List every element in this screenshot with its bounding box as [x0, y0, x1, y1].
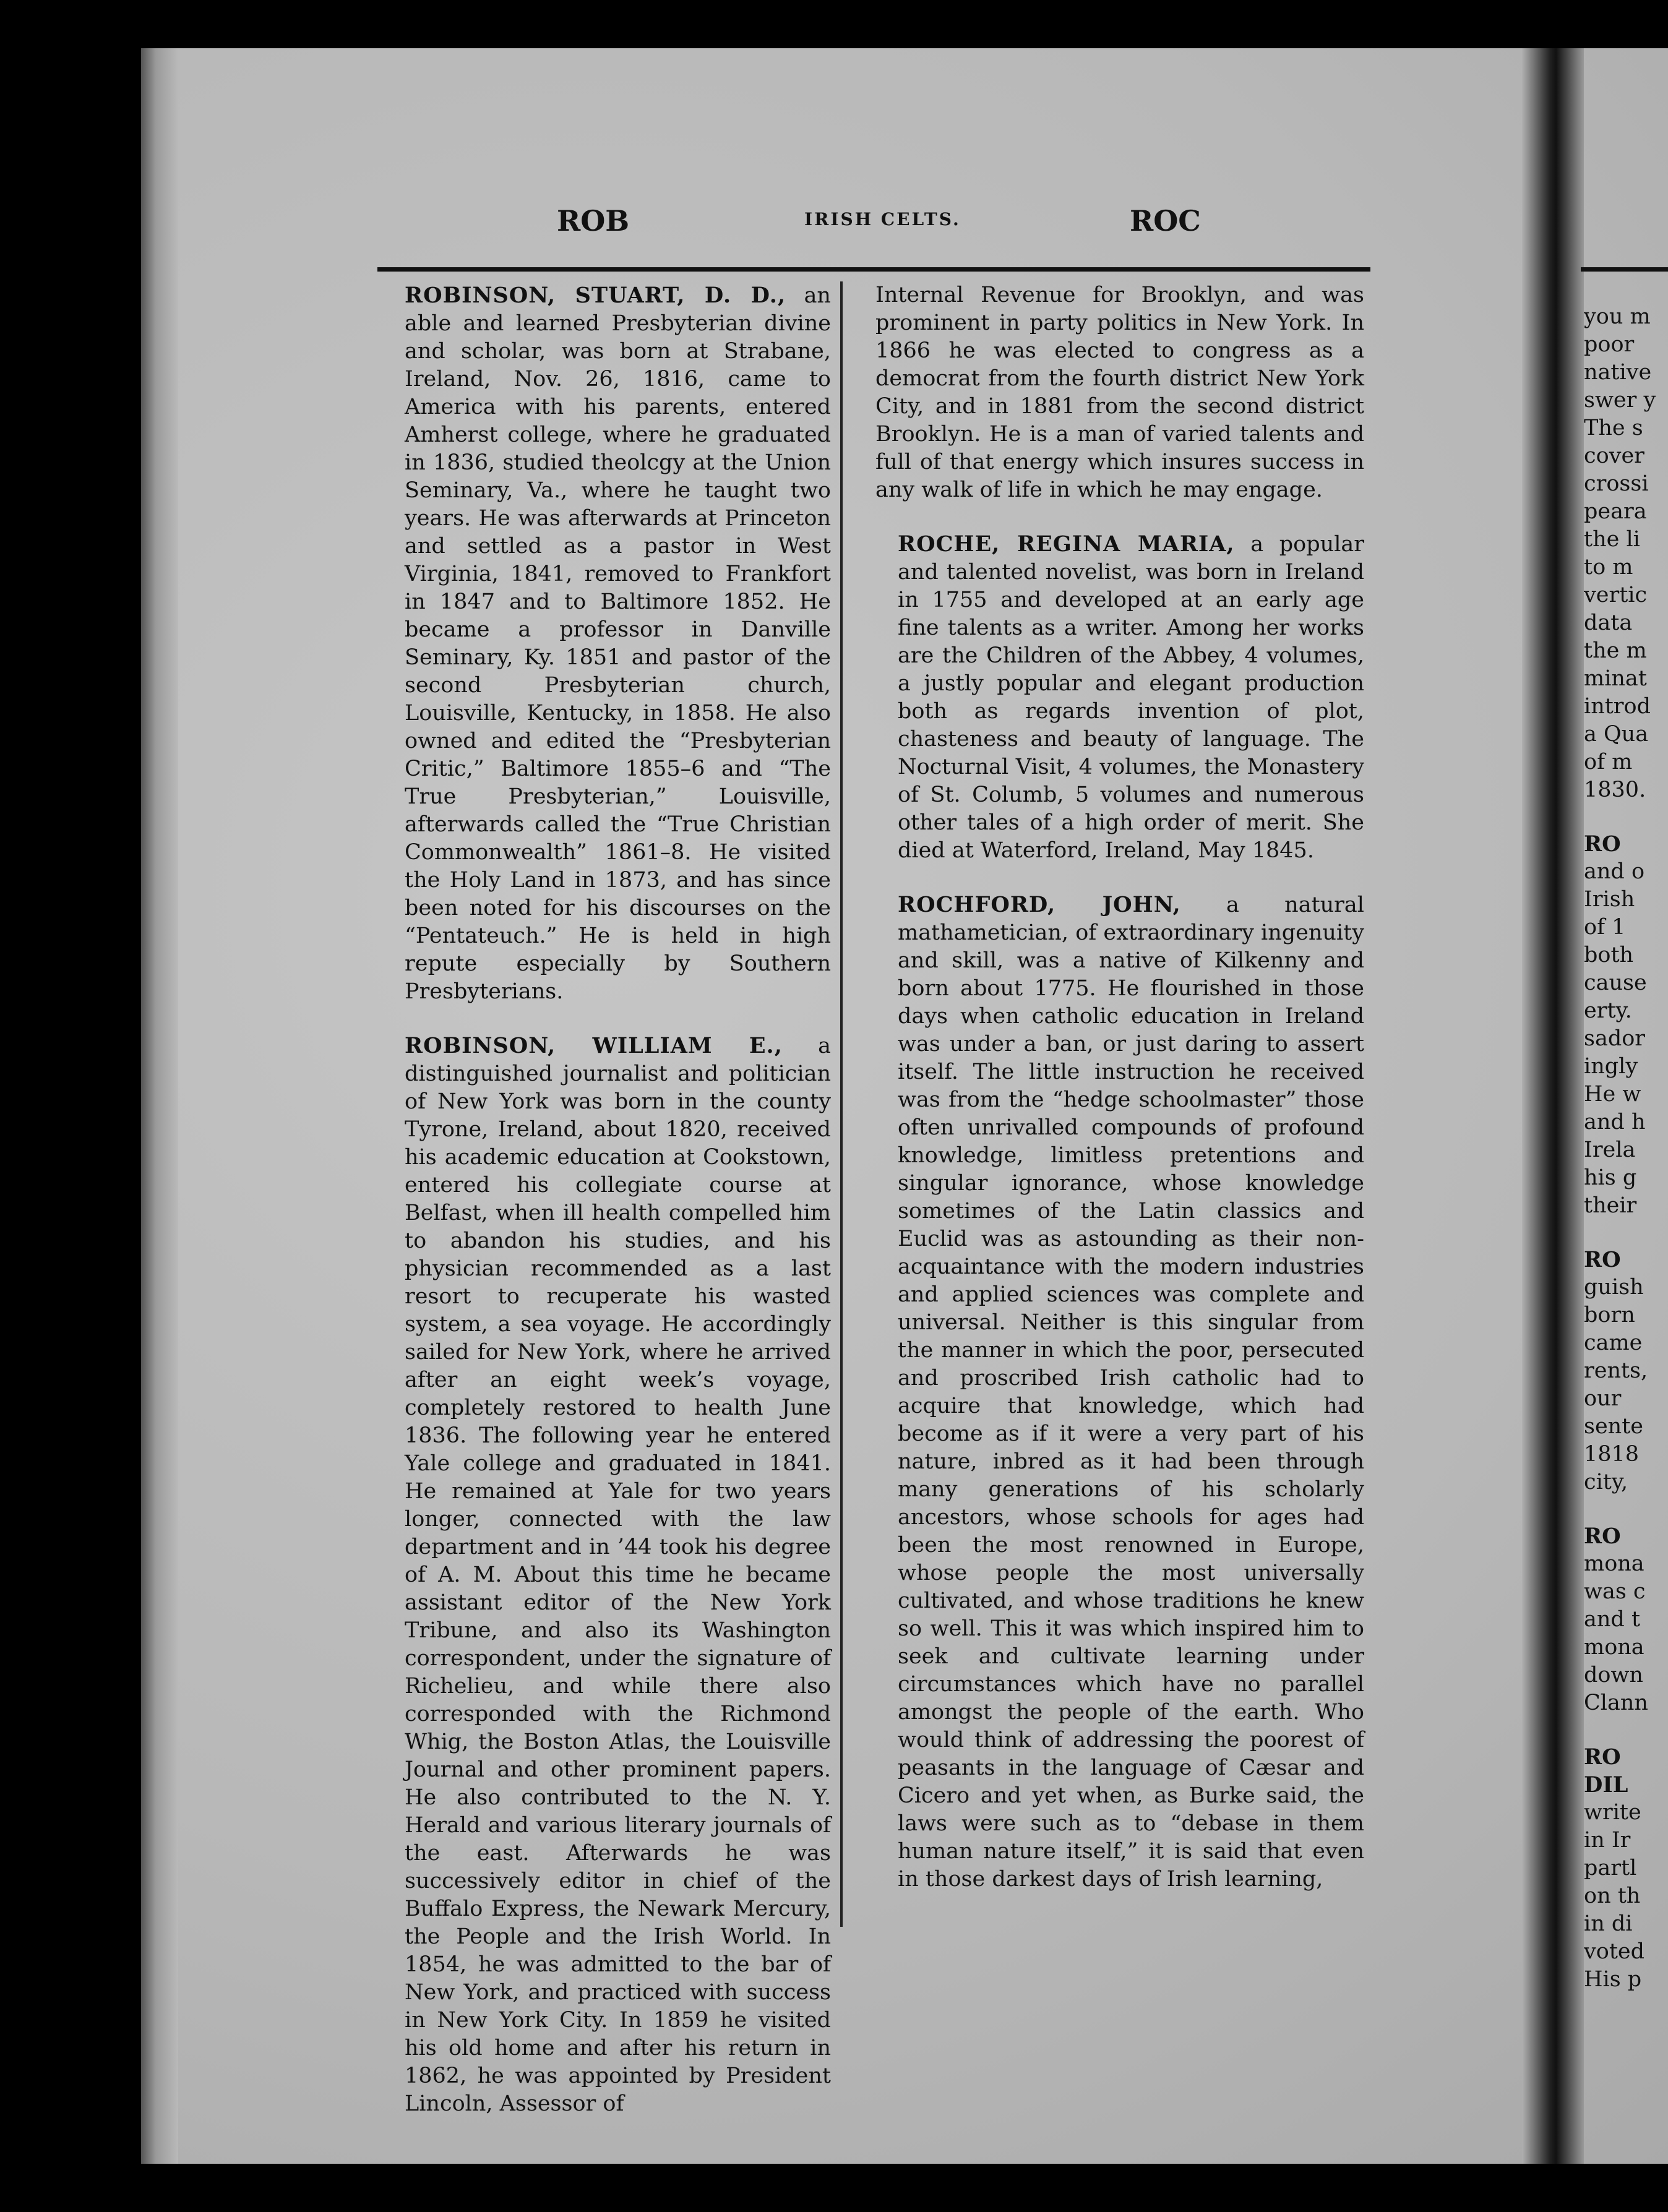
next-page-line: was c [1584, 1579, 1646, 1604]
next-page-line: born [1584, 1303, 1635, 1327]
next-page-line: city, [1584, 1470, 1628, 1494]
next-page-line: write [1584, 1800, 1641, 1825]
entry-robinson-stuart [382, 281, 831, 1006]
next-page-line: Irish [1584, 887, 1635, 912]
next-page-line: data [1584, 611, 1633, 635]
entry-text: a distinguished journalist and politician of New York was born in the county Tyrone, Ireland, about 1820, received his academic education at Cookstown, entered his collegiate course at Belfast, when ill health compelled him to abandon his studies, and his physician recommended as a last resort to recuperate his wasted system, a sea voyage. He accordingly sailed for New York, where he arrived after an eight week’s voyage, completely restored to health June 1836. The following year he entered Yale college and graduated in 1841. He remained at Yale for two years longer, connected with the law department and in ’44 took his degree of A. M. About this time he became assistant editor of the New York Tribune, and also its Washington correspondent, under the signature of Richelieu, and while there also corresponded with the Richmond Whig, the Boston Atlas, the Louisville Journal and other prominent papers. He also contributed to the N. Y. Herald and various literary journals of the east. Afterwards he was successively editor in chief of the Buffalo Express, the Newark Mercury, the People and the Irish World. In 1854, he was admitted to the bar of New York, and practiced with success in New York City. In 1859 he visited his old home and after his return in 1862, he was appointed by President Lincoln, Assessor of [405, 1034, 831, 2116]
next-page-line: the m [1584, 638, 1647, 663]
page-left-edge [141, 48, 178, 2164]
entry-continuation [875, 281, 1364, 504]
next-page-line: both [1584, 943, 1634, 967]
right-column [875, 281, 1364, 1919]
next-page-line [1584, 1717, 1668, 1743]
next-page-line: and h [1584, 1110, 1646, 1134]
entry-roche-regina [875, 530, 1364, 865]
next-page-line: of m [1584, 750, 1633, 774]
next-page-line: voted [1584, 1939, 1645, 1964]
header-right-guide: ROC [1130, 204, 1201, 238]
next-page-line: poor [1584, 332, 1635, 357]
next-page-line: sente [1584, 1414, 1643, 1439]
next-page-line: guish [1584, 1275, 1644, 1300]
next-page-line: of 1 [1584, 915, 1626, 940]
next-page-line: and t [1584, 1607, 1641, 1632]
next-page-line: mona [1584, 1551, 1644, 1576]
next-page-line: cause [1584, 971, 1647, 995]
next-page-line: rents, [1584, 1358, 1648, 1383]
next-page-line: his g [1584, 1165, 1637, 1190]
next-page-line: He w [1584, 1082, 1641, 1107]
next-page-line: Clann [1584, 1691, 1648, 1715]
next-page-line: to m [1584, 555, 1633, 580]
next-page-line: erty. [1584, 998, 1632, 1023]
column-divider [840, 281, 843, 1927]
next-page-line: RO [1584, 1524, 1621, 1549]
next-page-line: partl [1584, 1856, 1637, 1880]
next-page-line: vertic [1584, 583, 1648, 607]
page-gutter [1522, 48, 1584, 2164]
next-page-line: our [1584, 1386, 1622, 1411]
next-page-line: 1818 [1584, 1442, 1640, 1467]
next-page-line: their [1584, 1193, 1637, 1218]
next-page-line: swer y [1584, 388, 1656, 413]
next-page-line: introd [1584, 694, 1651, 719]
next-page-line: in di [1584, 1911, 1633, 1936]
header-title: IRISH CELTS. [804, 209, 961, 229]
next-page-line: sador [1584, 1026, 1646, 1051]
next-page-line: the li [1584, 527, 1640, 552]
entry-text: a popular and talented novelist, was born in Ireland in 1755 and developed at an early age fine talents as a writer. Among her works are the Children of the Abbey, 4 volumes, a justly popular and elegant production both as regards invention of plot, chasteness and beauty of language. The Nocturnal Visit, 4 volumes, the Monastery of St. Columb, 5 volumes and numerous other tales of a high order of merit. She died at Waterford, Ireland, May 1845. [898, 532, 1364, 863]
next-page-line: native [1584, 360, 1652, 385]
next-page-line: His p [1584, 1967, 1642, 1992]
next-page-line: mona [1584, 1635, 1644, 1660]
running-header [371, 204, 1361, 254]
next-page-line [1584, 1220, 1668, 1246]
next-page-line: cover [1584, 444, 1644, 468]
next-page-fragment [1584, 266, 1668, 2060]
next-page-line: ingly [1584, 1054, 1638, 1079]
next-page-line: a Qua [1584, 722, 1649, 747]
next-page-line: in Ir [1584, 1828, 1631, 1853]
next-page-line: RO [1584, 1744, 1621, 1770]
entry-heading: ROCHFORD, JOHN, [898, 892, 1181, 917]
entry-text: Internal Revenue for Brooklyn, and was prominent in party politics in New York. In 1866 he was elected to congress as a democrat from the fourth district New York City, and in 1881 from the second district Brooklyn. He is a man of varied talents and full of that energy which insures success in any walk of life in which he may engage. [875, 283, 1364, 502]
next-page-line: minat [1584, 666, 1647, 691]
next-page-line: The s [1584, 416, 1643, 440]
entry-text: a natural mathametician, of extraordinary ingenuity and skill, was a native of Kilkenny and born about 1775. He flourished in those days when catholic education in Ireland was under a ban, or just daring to assert itself. The little instruction he received was from the “hedge schoolmaster” those often unrivalled compounds of profound knowledge, limitless pretentions and singular ignorance, whose knowledge sometimes of the Latin classics and Euclid was as astounding as their non-acquaintance with the modern industries and applied sciences was complete and universal. Neither is this singular from the manner in which the poor, persecuted and proscribed Irish catholic had to acquire that knowledge, which had become as if it were a very part of his nature, inbred as it had been through many generations of his scholarly ancestors, whose schools for ages had been the most renowned in Europe, whose people the most universally cultivated, and whose traditions he knew so well. This it was which inspired him to seek and cultivate learning under circumstances which have no parallel amongst the people of the earth. Who would think of addressing the poorest of peasants in the language of Cæsar and Cicero and yet when, as Burke said, the laws were such as to “debase in them human nature itself,” it is said that even in those darkest days of Irish learning, [898, 893, 1364, 1892]
next-page-line: and o [1584, 859, 1645, 884]
next-page-line [1584, 804, 1668, 830]
next-page-line: crossi [1584, 471, 1649, 496]
entry-rochford-john [875, 891, 1364, 1893]
entry-heading: ROBINSON, STUART, D. D., [405, 283, 786, 308]
next-page-line [1584, 1496, 1668, 1522]
next-page-line: down [1584, 1663, 1643, 1687]
next-page-line: on th [1584, 1884, 1641, 1908]
next-page-line: Irela [1584, 1138, 1636, 1162]
next-page-line: RO [1584, 1247, 1621, 1272]
entry-text: an able and learned Presbyterian divine and scholar, was born at Strabane, Ireland, Nov. 26, 1816, came to America with his parents, entered Amherst college, where he graduated in 1836, studied theolcgy at the Union Seminary, Va., where he taught two years. He was afterwards at Princeton and settled as a pastor in West Virginia, 1841, removed to Frankfort in 1847 and to Baltimore 1852. He became a professor in Danville Seminary, Ky. 1851 and pastor of the second Presbyterian church, Louisville, Kentucky, in 1858. He also owned and edited the “Presbyterian Critic,” Baltimore 1855–6 and “The True Presbyterian,” Louisville, afterwards called the “True Christian Commonwealth” 1861–8. He visited the Holy Land in 1873, and has since been noted for his discourses on the “Pentateuch.” He is held in high repute especially by Southern Presbyterians. [405, 283, 831, 1004]
next-page-line: came [1584, 1331, 1643, 1355]
next-page-line: DIL [1584, 1772, 1628, 1798]
header-rule [377, 267, 1370, 272]
next-page-line: RO [1584, 831, 1621, 857]
next-page-line: you m [1584, 304, 1651, 329]
left-column [382, 281, 831, 2144]
next-page-line: peara [1584, 499, 1647, 524]
header-left-guide: ROB [557, 204, 630, 238]
next-page-line: 1830. [1584, 778, 1646, 802]
entry-robinson-william [382, 1032, 831, 2118]
entry-heading: ROCHE, REGINA MARIA, [898, 531, 1235, 557]
entry-heading: ROBINSON, WILLIAM E., [405, 1033, 783, 1058]
